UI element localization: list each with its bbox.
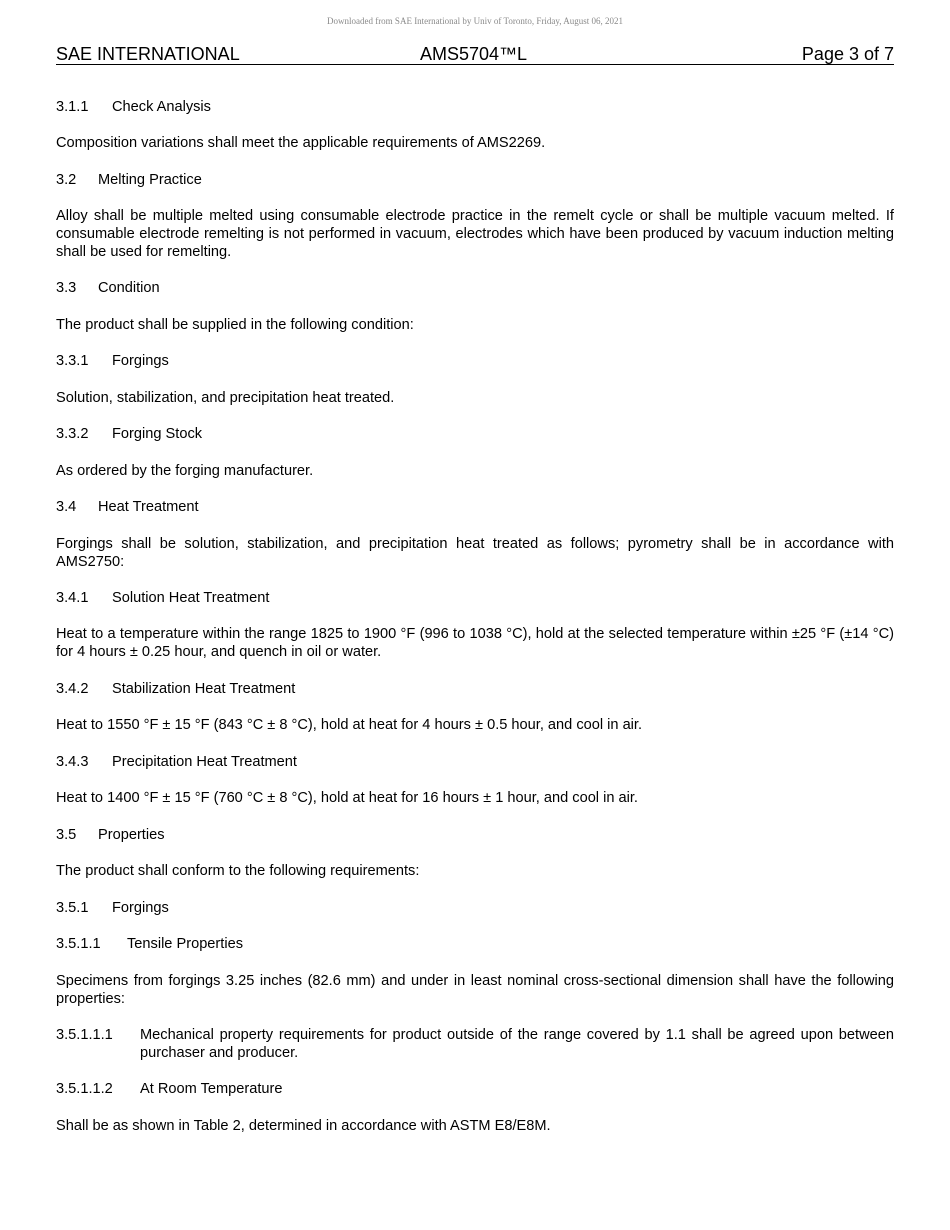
section-number: 3.2 [56, 172, 77, 188]
section-title: Melting Practice [98, 172, 202, 188]
page-header [56, 44, 894, 65]
paragraph-3-2: Alloy shall be multiple melted using consumable electrode practice in the remelt cycle or shall be multiple vacuum melted. If consumable electrode remelting is not performed in vacuum, electrodes which have been produced by vacuum induction melting shall be used for remelting. [56, 208, 894, 260]
header-page-number: Page 3 of 7 [801, 44, 894, 64]
heading-3-5-1 [56, 899, 894, 917]
paragraph-3-3-1: Solution, stabilization, and precipitation heat treated. [56, 390, 395, 406]
section-title: Tensile Properties [127, 936, 243, 952]
section-title: Heat Treatment [98, 499, 199, 515]
section-number: 3.5.1.1.1 [56, 1027, 113, 1043]
paragraph-3-3: The product shall be supplied in the following condition: [56, 317, 414, 333]
section-number: 3.4 [56, 499, 77, 515]
section-number: 3.3.1 [56, 353, 89, 369]
section-number: 3.5.1.1 [56, 936, 101, 952]
heading-3-4-3 [56, 753, 894, 771]
section-title: At Room Temperature [140, 1081, 283, 1097]
paragraph-3-1-1: Composition variations shall meet the applicable requirements of AMS2269. [56, 135, 546, 151]
heading-3-3-2 [56, 425, 894, 443]
header-org: SAE INTERNATIONAL [56, 44, 240, 64]
section-number: 3.4.2 [56, 681, 89, 697]
section-title: Condition [98, 280, 160, 296]
download-banner: Downloaded from SAE International by Univ of Toronto, Friday, August 06, 2021 [326, 16, 624, 26]
section-title: Stabilization Heat Treatment [112, 681, 296, 697]
heading-3-2 [56, 171, 894, 189]
paragraph-3-5-1-1: Specimens from forgings 3.25 inches (82.6 mm) and under in least nominal cross-sectional dimension shall have the following properties: [56, 973, 894, 1007]
paragraph-3-3-2: As ordered by the forging manufacturer. [56, 463, 314, 479]
section-number: 3.3.2 [56, 426, 89, 442]
section-number: 3.5.1.1.2 [56, 1081, 113, 1097]
paragraph-3-5: The product shall conform to the following requirements: [56, 863, 420, 879]
section-number: 3.5 [56, 827, 77, 843]
section-title: Solution Heat Treatment [112, 590, 270, 606]
section-number: 3.4.1 [56, 590, 89, 606]
paragraph-3-4-3: Heat to 1400 °F ± 15 °F (760 °C ± 8 °C), hold at heat for 16 hours ± 1 hour, and cool in air. [56, 790, 638, 806]
heading-3-5-1-1-2 [56, 1080, 894, 1098]
section-number: 3.5.1 [56, 900, 89, 916]
heading-3-5-1-1 [56, 935, 894, 953]
heading-3-3-1 [56, 352, 894, 370]
paragraph-3-4-1: Heat to a temperature within the range 1825 to 1900 °F (996 to 1038 °C), hold at the selected temperature within ±25 °F (±14 °C) for 4 hours ± 0.25 hour, and quench in oil or water. [56, 626, 894, 660]
heading-3-5 [56, 826, 894, 844]
section-title: Precipitation Heat Treatment [112, 754, 297, 770]
clause-text: Mechanical property requirements for product outside of the range covered by 1.1 shall be agreed upon between purchaser and producer. [140, 1027, 894, 1061]
clause-3-5-1-1-1 [56, 1026, 894, 1062]
section-title: Check Analysis [112, 99, 211, 115]
section-title: Forgings [112, 900, 169, 916]
heading-3-3 [56, 279, 894, 297]
heading-3-4-2 [56, 680, 894, 698]
heading-3-1-1 [56, 98, 894, 116]
paragraph-3-5-1-1-2: Shall be as shown in Table 2, determined in accordance with ASTM E8/E8M. [56, 1118, 551, 1134]
heading-3-4 [56, 498, 894, 516]
heading-3-4-1 [56, 589, 894, 607]
header-doc-number: AMS5704™L [420, 44, 528, 64]
section-number: 3.1.1 [56, 99, 89, 115]
section-number: 3.4.3 [56, 754, 89, 770]
section-title: Forging Stock [112, 426, 203, 442]
paragraph-3-4-2: Heat to 1550 °F ± 15 °F (843 °C ± 8 °C), hold at heat for 4 hours ± 0.5 hour, and cool in air. [56, 717, 643, 733]
section-title: Properties [98, 827, 165, 843]
section-number: 3.3 [56, 280, 77, 296]
paragraph-3-4: Forgings shall be solution, stabilization, and precipitation heat treated as follows; pyrometry shall be in accordance with AMS2750: [56, 536, 894, 570]
section-title: Forgings [112, 353, 169, 369]
